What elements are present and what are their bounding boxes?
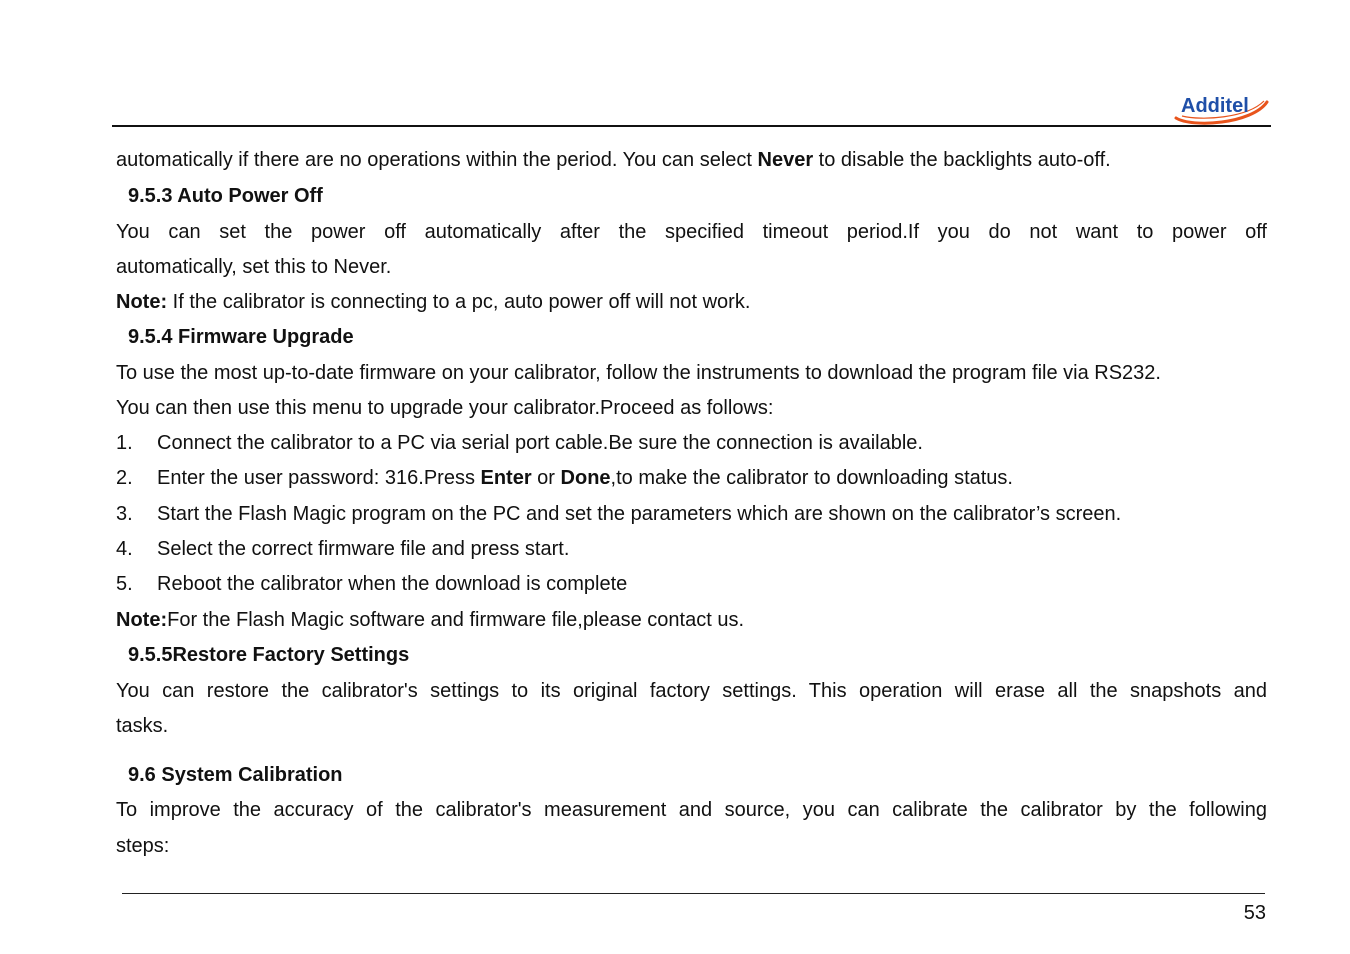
- note-label: Note:: [116, 609, 168, 631]
- heading-955: 9.5.5Restore Factory Settings: [128, 644, 410, 666]
- auto-power-text-1: You can set the power off automatically after the specified timeout period.If you do not want to power off: [116, 221, 1267, 243]
- calibration-text-2: steps:: [116, 835, 170, 857]
- firmware-text-1: To use the most up-to-date firmware on your calibrator, follow the instruments to download the program file via RS232.: [116, 362, 1161, 384]
- firmware-text-2: You can then use this menu to upgrade your calibrator.Proceed as follows:: [116, 397, 774, 419]
- footer-rule: [122, 893, 1265, 894]
- header-rule: [112, 125, 1271, 127]
- heading-96: 9.6 System Calibration: [128, 764, 343, 786]
- logo-wordmark: Additel: [1181, 95, 1249, 117]
- step-number: 5.: [116, 573, 133, 595]
- page-number: 53: [1243, 902, 1266, 924]
- step-text: Reboot the calibrator when the download is complete: [157, 573, 628, 595]
- step-text: Connect the calibrator to a PC via serial port cable.Be sure the connection is available.: [157, 432, 923, 454]
- restore-text-1: You can restore the calibrator's settings to its original factory settings. This operation will erase all the snapshots and: [116, 680, 1267, 702]
- step-number: 3.: [116, 503, 133, 525]
- done-keyword: Done: [560, 467, 611, 489]
- step-number: 1.: [116, 432, 133, 454]
- step-number: 2.: [116, 467, 133, 489]
- step-text: Select the correct firmware file and press start.: [157, 538, 570, 560]
- never-keyword: Never: [757, 149, 814, 171]
- firmware-note: Note:For the Flash Magic software and firmware file,please contact us.: [116, 609, 745, 631]
- calibration-text-1: To improve the accuracy of the calibrator's measurement and source, you can calibrate the calibrator by the following: [116, 799, 1267, 821]
- heading-954: 9.5.4 Firmware Upgrade: [128, 326, 354, 348]
- step-text: Start the Flash Magic program on the PC and set the parameters which are shown on the calibrator’s screen.: [157, 503, 1122, 525]
- note-label: Note:: [116, 291, 168, 313]
- heading-953: 9.5.3 Auto Power Off: [128, 185, 323, 207]
- additel-logo: [1172, 88, 1270, 126]
- auto-power-text-2: automatically, set this to Never.: [116, 256, 392, 278]
- backlight-paragraph: automatically if there are no operations within the period. You can select Never to disable the backlights auto-off.: [116, 149, 1111, 171]
- step-number: 4.: [116, 538, 133, 560]
- restore-text-2: tasks.: [116, 715, 169, 737]
- enter-keyword: Enter: [480, 467, 532, 489]
- step-text: Enter the user password: 316.Press Enter or Done,to make the calibrator to downloading status.: [157, 467, 1013, 489]
- auto-power-note: Note: If the calibrator is connecting to a pc, auto power off will not work.: [116, 291, 751, 313]
